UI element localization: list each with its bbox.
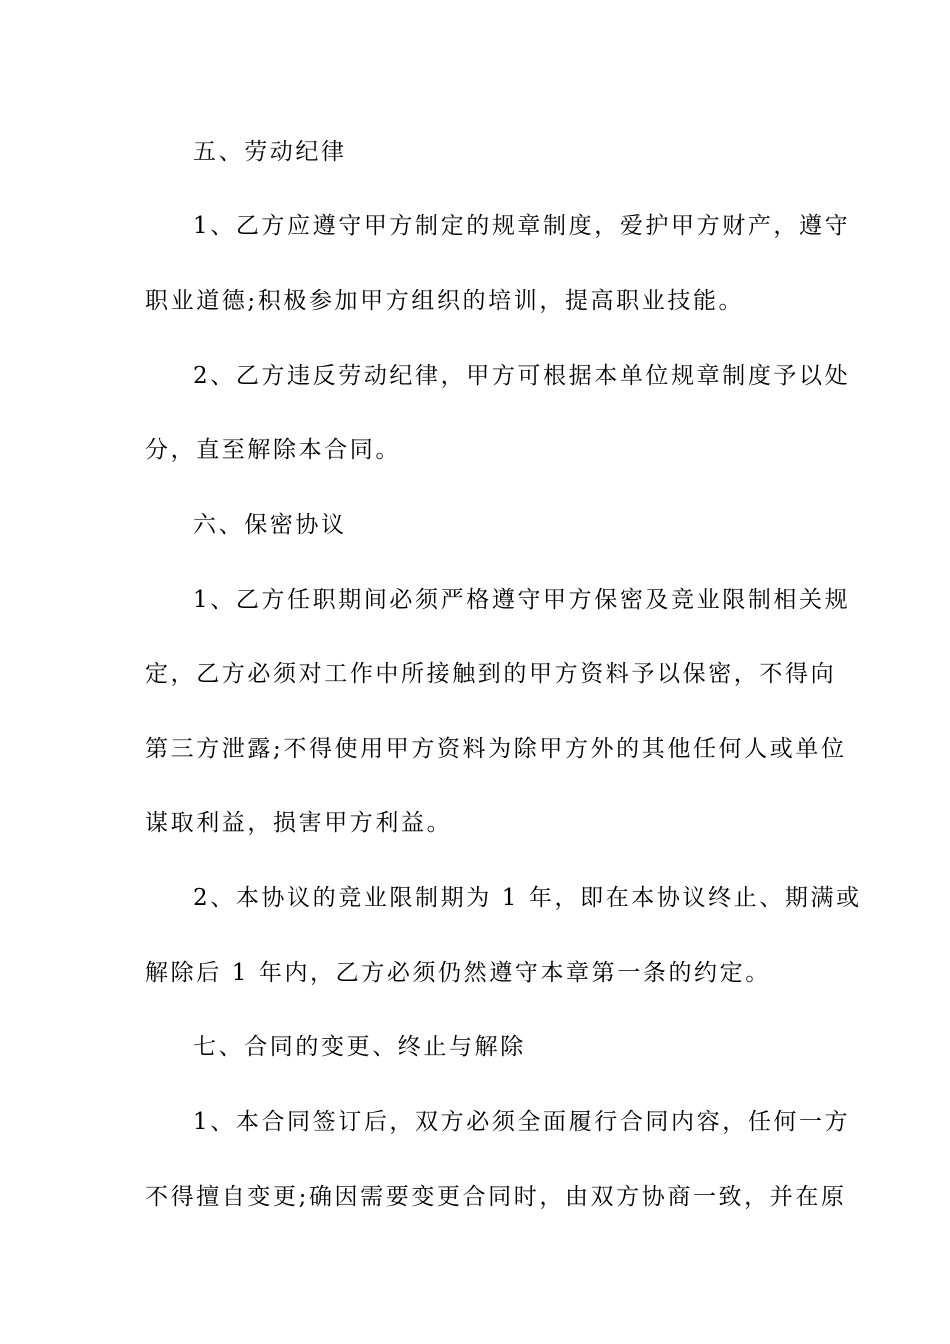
paragraph-line: 解除后 1 年内，乙方必须仍然遵守本章第一条的约定。 [145,960,771,986]
paragraph-line: 职业道德;积极参加甲方组织的培训，提高职业技能。 [145,288,745,314]
section-heading-confidentiality: 六、保密协议 [193,512,347,538]
paragraph-line: 定，乙方必须对工作中所接触到的甲方资料予以保密，不得向 [145,661,837,687]
paragraph-line: 2、乙方违反劳动纪律，甲方可根据本单位规章制度予以处 [193,363,851,389]
paragraph-line: 第三方泄露;不得使用甲方资料为除甲方外的其他任何人或单位 [145,736,847,762]
paragraph-line: 谋取利益，损害甲方利益。 [145,810,453,836]
paragraph-line: 不得擅自变更;确因需要变更合同时，由双方协商一致，并在原 [145,1184,847,1210]
paragraph-line: 2、本协议的竞业限制期为 1 年，即在本协议终止、期满或 [193,885,862,911]
paragraph-line: 1、乙方任职期间必须严格遵守甲方保密及竞业限制相关规 [193,587,851,613]
section-heading-contract-change: 七、合同的变更、终止与解除 [193,1034,526,1060]
paragraph-line: 分，直至解除本合同。 [145,437,401,463]
section-heading-labor-discipline: 五、劳动纪律 [193,139,347,165]
paragraph-line: 1、乙方应遵守甲方制定的规章制度，爱护甲方财产，遵守 [193,213,851,239]
paragraph-line: 1、本合同签订后，双方必须全面履行合同内容，任何一方 [193,1109,851,1135]
